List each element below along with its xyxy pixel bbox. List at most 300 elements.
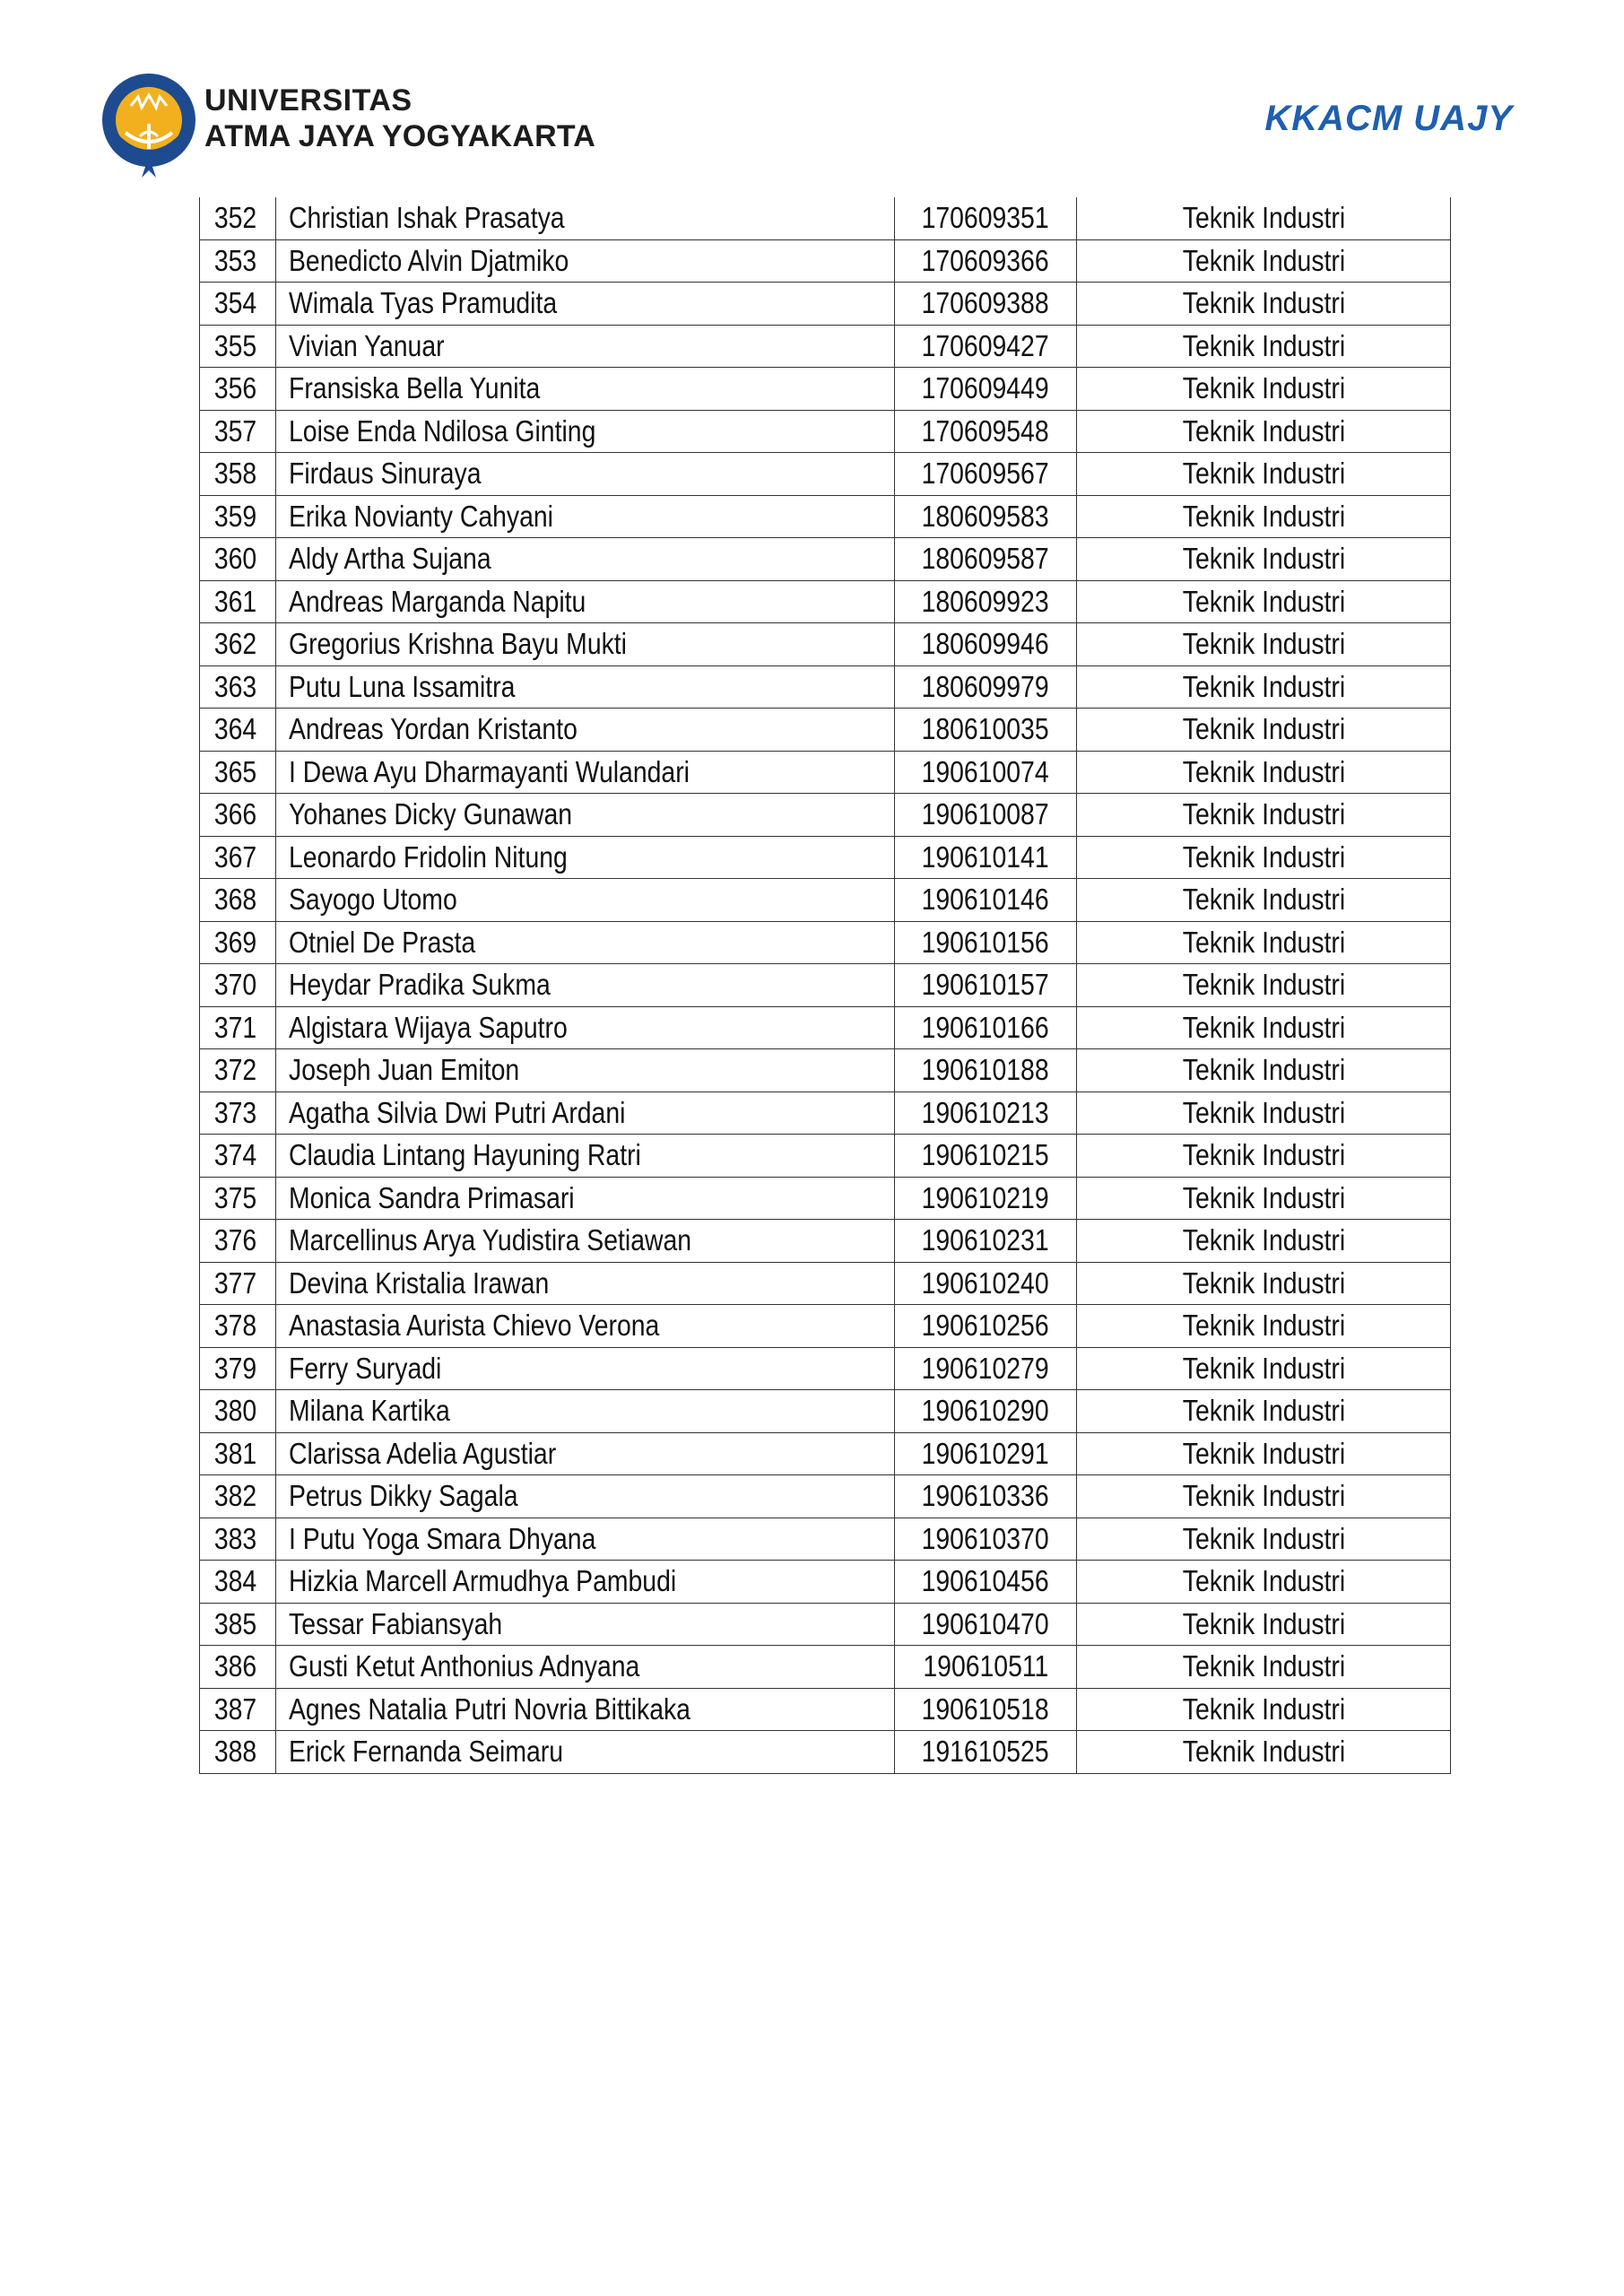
- student-name-cell: [276, 1390, 895, 1433]
- study-program-cell: [1077, 1603, 1451, 1646]
- row-number-cell-text: 376: [214, 1223, 257, 1257]
- study-program-cell: [1077, 283, 1451, 326]
- row-number-cell: [200, 1646, 276, 1689]
- study-program-cell: [1077, 964, 1451, 1007]
- student-name-cell: [276, 1561, 895, 1604]
- student-id-cell-text: 190610074: [921, 754, 1050, 788]
- row-number-cell-text: 357: [214, 413, 257, 448]
- student-id-cell: [895, 751, 1077, 794]
- student-name-cell-text: Petrus Dikky Sagala: [289, 1479, 518, 1513]
- row-number-cell-text: 374: [214, 1138, 257, 1172]
- row-number-cell: [200, 879, 276, 922]
- student-name-cell-text: Ferry Suryadi: [289, 1351, 442, 1385]
- table-row: [200, 1390, 1451, 1433]
- table-row: [200, 1603, 1451, 1646]
- table-row: [200, 495, 1451, 538]
- table-row: [200, 1177, 1451, 1220]
- study-program-cell: [1077, 1518, 1451, 1561]
- student-id-cell-text: 190610219: [921, 1180, 1050, 1214]
- student-name-cell-text: Gregorius Krishna Bayu Mukti: [289, 627, 627, 661]
- study-program-cell-text: Teknik Industri: [1182, 1265, 1345, 1300]
- student-id-cell: [895, 1305, 1077, 1348]
- student-name-cell-text: Agatha Silvia Dwi Putri Ardani: [289, 1095, 626, 1129]
- student-name-cell-text: Devina Kristalia Irawan: [289, 1265, 550, 1300]
- study-program-cell-text: Teknik Industri: [1182, 1053, 1345, 1087]
- table-row: [200, 1475, 1451, 1518]
- student-id-cell: [895, 1646, 1077, 1689]
- study-program-cell: [1077, 1049, 1451, 1092]
- row-number-cell: [200, 538, 276, 581]
- row-number-cell: [200, 1006, 276, 1049]
- student-id-cell: [895, 665, 1077, 709]
- student-name-cell: [276, 1049, 895, 1092]
- study-program-cell-text: Teknik Industri: [1182, 968, 1345, 1002]
- student-id-cell: [895, 283, 1077, 326]
- row-number-cell-text: 388: [214, 1735, 257, 1769]
- row-number-cell: [200, 964, 276, 1007]
- row-number-cell-text: 371: [214, 1010, 257, 1044]
- student-name-cell-text: Firdaus Sinuraya: [289, 457, 482, 491]
- row-number-cell-text: 378: [214, 1309, 257, 1343]
- student-name-cell: [276, 283, 895, 326]
- student-name-cell-text: Otniel De Prasta: [289, 925, 476, 959]
- row-number-cell-text: 366: [214, 797, 257, 831]
- study-program-cell: [1077, 453, 1451, 496]
- table-row: [200, 794, 1451, 837]
- student-table-container: [199, 197, 1450, 1774]
- student-name-cell-text: Erika Novianty Cahyani: [289, 499, 553, 533]
- student-id-cell-text: 180609923: [921, 584, 1050, 618]
- study-program-cell: [1077, 1646, 1451, 1689]
- student-name-cell: [276, 1475, 895, 1518]
- student-id-cell: [895, 239, 1077, 283]
- student-id-cell-text: 190610279: [921, 1351, 1050, 1385]
- table-row: [200, 709, 1451, 752]
- student-name-cell: [276, 836, 895, 879]
- student-id-cell: [895, 495, 1077, 538]
- student-id-cell-text: 180609946: [921, 627, 1050, 661]
- study-program-cell-text: Teknik Industri: [1182, 243, 1345, 277]
- row-number-cell: [200, 1135, 276, 1178]
- student-name-cell: [276, 879, 895, 922]
- table-row: [200, 1646, 1451, 1689]
- student-name-cell-text: Gusti Ketut Anthonius Adnyana: [289, 1649, 640, 1683]
- student-id-cell-text: 190610470: [921, 1606, 1050, 1640]
- row-number-cell: [200, 1347, 276, 1390]
- student-name-cell: [276, 921, 895, 964]
- student-id-cell-text: 190610213: [921, 1095, 1050, 1129]
- student-name-cell: [276, 709, 895, 752]
- row-number-cell: [200, 1731, 276, 1774]
- student-id-cell-text: 190610370: [921, 1521, 1050, 1555]
- study-program-cell: [1077, 538, 1451, 581]
- study-program-cell: [1077, 1220, 1451, 1263]
- table-row: [200, 410, 1451, 453]
- logo-emblem-icon: [99, 70, 199, 179]
- student-id-cell: [895, 1091, 1077, 1135]
- student-name-cell-text: Benedicto Alvin Djatmiko: [289, 243, 569, 277]
- table-row: [200, 239, 1451, 283]
- university-name-line2: ATMA JAYA YOGYAKARTA: [204, 119, 596, 154]
- table-row: [200, 1731, 1451, 1774]
- student-id-cell-text: 190610166: [921, 1010, 1050, 1044]
- row-number-cell: [200, 623, 276, 666]
- study-program-cell-text: Teknik Industri: [1182, 1479, 1345, 1513]
- row-number-cell-text: 369: [214, 925, 257, 959]
- row-number-cell: [200, 1688, 276, 1731]
- student-name-cell: [276, 325, 895, 368]
- study-program-cell-text: Teknik Industri: [1182, 669, 1345, 703]
- student-name-cell-text: Claudia Lintang Hayuning Ratri: [289, 1138, 641, 1172]
- student-table-body: [200, 197, 1451, 1773]
- table-row: [200, 1049, 1451, 1092]
- student-name-cell-text: Clarissa Adelia Agustiar: [289, 1436, 557, 1470]
- row-number-cell-text: 362: [214, 627, 257, 661]
- row-number-cell-text: 370: [214, 968, 257, 1002]
- table-row: [200, 836, 1451, 879]
- table-row: [200, 197, 1451, 239]
- student-id-cell-text: 190610511: [923, 1649, 1048, 1683]
- student-table: [199, 197, 1451, 1774]
- student-id-cell: [895, 1049, 1077, 1092]
- student-id-cell-text: 190610456: [921, 1564, 1050, 1598]
- study-program-cell-text: Teknik Industri: [1182, 1138, 1345, 1172]
- student-id-cell-text: 170609567: [921, 457, 1050, 491]
- student-id-cell: [895, 1518, 1077, 1561]
- table-row: [200, 1305, 1451, 1348]
- student-name-cell-text: Vivian Yanuar: [289, 328, 445, 362]
- table-row: [200, 325, 1451, 368]
- student-name-cell: [276, 751, 895, 794]
- table-row: [200, 580, 1451, 623]
- study-program-cell-text: Teknik Industri: [1182, 797, 1345, 831]
- study-program-cell-text: Teknik Industri: [1182, 413, 1345, 448]
- study-program-cell-text: Teknik Industri: [1182, 286, 1345, 320]
- study-program-cell: [1077, 836, 1451, 879]
- study-program-cell-text: Teknik Industri: [1182, 1692, 1345, 1726]
- row-number-cell-text: 385: [214, 1606, 257, 1640]
- row-number-cell-text: 358: [214, 457, 257, 491]
- student-name-cell: [276, 1135, 895, 1178]
- row-number-cell: [200, 580, 276, 623]
- university-name-line1: UNIVERSITAS: [204, 83, 413, 117]
- student-id-cell-text: 180609583: [921, 499, 1050, 533]
- student-id-cell: [895, 197, 1077, 239]
- row-number-cell-text: 361: [214, 584, 257, 618]
- student-name-cell-text: Andreas Yordan Kristanto: [289, 712, 578, 746]
- row-number-cell: [200, 1049, 276, 1092]
- study-program-cell: [1077, 1135, 1451, 1178]
- student-id-cell: [895, 410, 1077, 453]
- table-row: [200, 1262, 1451, 1305]
- study-program-cell: [1077, 1006, 1451, 1049]
- student-name-cell-text: Milana Kartika: [289, 1394, 450, 1428]
- student-id-cell-text: 190610215: [921, 1138, 1050, 1172]
- row-number-cell: [200, 921, 276, 964]
- study-program-cell: [1077, 1347, 1451, 1390]
- row-number-cell: [200, 453, 276, 496]
- table-row: [200, 1688, 1451, 1731]
- student-id-cell: [895, 1177, 1077, 1220]
- student-id-cell: [895, 1688, 1077, 1731]
- student-id-cell: [895, 709, 1077, 752]
- student-name-cell-text: Wimala Tyas Pramudita: [289, 286, 558, 320]
- student-name-cell-text: Tessar Fabiansyah: [289, 1606, 503, 1640]
- row-number-cell-text: 380: [214, 1394, 257, 1428]
- study-program-cell: [1077, 1091, 1451, 1135]
- student-id-cell: [895, 794, 1077, 837]
- table-row: [200, 453, 1451, 496]
- student-name-cell-text: Yohanes Dicky Gunawan: [289, 797, 573, 831]
- student-name-cell: [276, 1688, 895, 1731]
- student-name-cell: [276, 239, 895, 283]
- student-id-cell: [895, 1432, 1077, 1475]
- study-program-cell-text: Teknik Industri: [1182, 754, 1345, 788]
- student-name-cell-text: Aldy Artha Sujana: [289, 542, 491, 576]
- study-program-cell-text: Teknik Industri: [1182, 201, 1345, 235]
- student-id-cell: [895, 325, 1077, 368]
- study-program-cell: [1077, 1262, 1451, 1305]
- student-id-cell: [895, 879, 1077, 922]
- row-number-cell-text: 363: [214, 669, 257, 703]
- row-number-cell-text: 359: [214, 499, 257, 533]
- student-id-cell-text: 170609548: [921, 413, 1050, 448]
- row-number-cell-text: 354: [214, 286, 257, 320]
- student-name-cell-text: Sayogo Utomo: [289, 883, 457, 917]
- student-id-cell-text: 180609587: [921, 542, 1050, 576]
- student-id-cell: [895, 580, 1077, 623]
- table-row: [200, 921, 1451, 964]
- student-name-cell-text: Anastasia Aurista Chievo Verona: [289, 1309, 660, 1343]
- student-id-cell: [895, 836, 1077, 879]
- student-name-cell: [276, 964, 895, 1007]
- student-id-cell-text: 190610231: [921, 1223, 1050, 1257]
- row-number-cell-text: 356: [214, 371, 257, 405]
- study-program-cell-text: Teknik Industri: [1182, 925, 1345, 959]
- study-program-cell: [1077, 1688, 1451, 1731]
- student-name-cell: [276, 538, 895, 581]
- row-number-cell-text: 364: [214, 712, 257, 746]
- study-program-cell: [1077, 709, 1451, 752]
- row-number-cell-text: 379: [214, 1351, 257, 1385]
- student-name-cell: [276, 1603, 895, 1646]
- table-row: [200, 1518, 1451, 1561]
- study-program-cell-text: Teknik Industri: [1182, 1309, 1345, 1343]
- study-program-cell: [1077, 410, 1451, 453]
- row-number-cell-text: 373: [214, 1095, 257, 1129]
- table-row: [200, 1432, 1451, 1475]
- row-number-cell-text: 381: [214, 1436, 257, 1470]
- student-name-cell-text: Algistara Wijaya Saputro: [289, 1010, 568, 1044]
- student-name-cell: [276, 1091, 895, 1135]
- table-row: [200, 665, 1451, 709]
- row-number-cell: [200, 368, 276, 411]
- study-program-cell: [1077, 921, 1451, 964]
- study-program-cell-text: Teknik Industri: [1182, 1351, 1345, 1385]
- student-name-cell-text: Marcellinus Arya Yudistira Setiawan: [289, 1223, 692, 1257]
- table-row: [200, 879, 1451, 922]
- student-id-cell-text: 170609351: [921, 201, 1050, 235]
- student-name-cell: [276, 1432, 895, 1475]
- row-number-cell: [200, 325, 276, 368]
- study-program-cell-text: Teknik Industri: [1182, 1649, 1345, 1683]
- student-id-cell: [895, 1220, 1077, 1263]
- row-number-cell: [200, 197, 276, 239]
- study-program-cell: [1077, 665, 1451, 709]
- student-id-cell-text: 170609388: [921, 286, 1050, 320]
- study-program-cell-text: Teknik Industri: [1182, 1564, 1345, 1598]
- row-number-cell: [200, 1475, 276, 1518]
- table-row: [200, 964, 1451, 1007]
- student-name-cell: [276, 410, 895, 453]
- study-program-cell: [1077, 325, 1451, 368]
- study-program-cell-text: Teknik Industri: [1182, 1394, 1345, 1428]
- table-row: [200, 368, 1451, 411]
- student-id-cell: [895, 964, 1077, 1007]
- study-program-cell: [1077, 580, 1451, 623]
- student-id-cell-text: 190610157: [921, 968, 1050, 1002]
- study-program-cell-text: Teknik Industri: [1182, 1095, 1345, 1129]
- row-number-cell-text: 382: [214, 1479, 257, 1513]
- row-number-cell: [200, 1561, 276, 1604]
- study-program-cell: [1077, 751, 1451, 794]
- student-id-cell: [895, 1262, 1077, 1305]
- study-program-cell-text: Teknik Industri: [1182, 1223, 1345, 1257]
- row-number-cell: [200, 283, 276, 326]
- study-program-cell-text: Teknik Industri: [1182, 1521, 1345, 1555]
- student-id-cell-text: 190610141: [921, 839, 1050, 874]
- student-id-cell-text: 190610291: [921, 1436, 1050, 1470]
- row-number-cell-text: 365: [214, 754, 257, 788]
- student-name-cell: [276, 1177, 895, 1220]
- row-number-cell: [200, 836, 276, 879]
- university-name: [204, 83, 595, 154]
- student-name-cell: [276, 1220, 895, 1263]
- student-id-cell-text: 190610336: [921, 1479, 1050, 1513]
- study-program-cell-text: Teknik Industri: [1182, 839, 1345, 874]
- student-name-cell-text: Joseph Juan Emiton: [289, 1053, 520, 1087]
- student-id-cell: [895, 1006, 1077, 1049]
- row-number-cell: [200, 1603, 276, 1646]
- student-id-cell: [895, 1390, 1077, 1433]
- table-row: [200, 538, 1451, 581]
- table-row: [200, 1091, 1451, 1135]
- table-row: [200, 1561, 1451, 1604]
- student-name-cell-text: Christian Ishak Prasatya: [289, 201, 565, 235]
- study-program-cell-text: Teknik Industri: [1182, 1735, 1345, 1769]
- row-number-cell: [200, 495, 276, 538]
- study-program-cell-text: Teknik Industri: [1182, 1436, 1345, 1470]
- student-name-cell: [276, 1347, 895, 1390]
- row-number-cell-text: 387: [214, 1692, 257, 1726]
- study-program-cell-text: Teknik Industri: [1182, 1180, 1345, 1214]
- table-row: [200, 751, 1451, 794]
- table-row: [200, 623, 1451, 666]
- row-number-cell: [200, 1305, 276, 1348]
- student-name-cell-text: Erick Fernanda Seimaru: [289, 1735, 564, 1769]
- study-program-cell: [1077, 1432, 1451, 1475]
- student-id-cell: [895, 1603, 1077, 1646]
- student-name-cell-text: Agnes Natalia Putri Novria Bittikaka: [289, 1692, 690, 1726]
- student-id-cell-text: 190610518: [921, 1692, 1050, 1726]
- study-program-cell-text: Teknik Industri: [1182, 712, 1345, 746]
- student-id-cell-text: 190610087: [921, 797, 1050, 831]
- student-name-cell: [276, 197, 895, 239]
- student-name-cell-text: Heydar Pradika Sukma: [289, 968, 551, 1002]
- student-name-cell-text: Loise Enda Ndilosa Ginting: [289, 413, 596, 448]
- student-name-cell-text: Fransiska Bella Yunita: [289, 371, 541, 405]
- student-id-cell-text: 180609979: [921, 669, 1050, 703]
- row-number-cell: [200, 1262, 276, 1305]
- row-number-cell: [200, 239, 276, 283]
- row-number-cell: [200, 794, 276, 837]
- study-program-cell-text: Teknik Industri: [1182, 371, 1345, 405]
- student-name-cell: [276, 1518, 895, 1561]
- study-program-cell: [1077, 1731, 1451, 1774]
- row-number-cell-text: 383: [214, 1521, 257, 1555]
- student-name-cell: [276, 1646, 895, 1689]
- table-row: [200, 1347, 1451, 1390]
- row-number-cell-text: 360: [214, 542, 257, 576]
- study-program-cell: [1077, 368, 1451, 411]
- student-name-cell: [276, 1731, 895, 1774]
- row-number-cell-text: 352: [214, 201, 257, 235]
- study-program-cell: [1077, 1390, 1451, 1433]
- student-id-cell: [895, 538, 1077, 581]
- row-number-cell-text: 368: [214, 883, 257, 917]
- student-name-cell: [276, 1305, 895, 1348]
- study-program-cell: [1077, 239, 1451, 283]
- student-id-cell-text: 170609366: [921, 243, 1050, 277]
- student-name-cell: [276, 665, 895, 709]
- study-program-cell: [1077, 1561, 1451, 1604]
- row-number-cell-text: 367: [214, 839, 257, 874]
- student-name-cell: [276, 495, 895, 538]
- table-row: [200, 1135, 1451, 1178]
- table-row: [200, 283, 1451, 326]
- student-name-cell-text: Monica Sandra Primasari: [289, 1180, 575, 1214]
- student-name-cell: [276, 580, 895, 623]
- student-name-cell-text: I Putu Yoga Smara Dhyana: [289, 1521, 596, 1555]
- student-id-cell-text: 190610146: [921, 883, 1050, 917]
- study-program-cell-text: Teknik Industri: [1182, 883, 1345, 917]
- student-id-cell-text: 180610035: [921, 712, 1050, 746]
- student-id-cell: [895, 1475, 1077, 1518]
- row-number-cell-text: 377: [214, 1265, 257, 1300]
- study-program-cell-text: Teknik Industri: [1182, 542, 1345, 576]
- student-name-cell: [276, 453, 895, 496]
- study-program-cell: [1077, 1305, 1451, 1348]
- table-row: [200, 1006, 1451, 1049]
- student-name-cell-text: Andreas Marganda Napitu: [289, 584, 586, 618]
- study-program-cell-text: Teknik Industri: [1182, 1606, 1345, 1640]
- study-program-cell: [1077, 879, 1451, 922]
- table-row: [200, 1220, 1451, 1263]
- row-number-cell: [200, 665, 276, 709]
- student-id-cell: [895, 623, 1077, 666]
- study-program-cell-text: Teknik Industri: [1182, 584, 1345, 618]
- student-id-cell: [895, 1561, 1077, 1604]
- brand-title: KKACM UAJY: [1264, 99, 1513, 138]
- row-number-cell: [200, 1518, 276, 1561]
- student-name-cell: [276, 623, 895, 666]
- student-id-cell: [895, 1347, 1077, 1390]
- student-id-cell: [895, 1731, 1077, 1774]
- row-number-cell: [200, 1432, 276, 1475]
- student-id-cell-text: 190610156: [921, 925, 1050, 959]
- student-id-cell-text: 191610525: [921, 1735, 1050, 1769]
- row-number-cell-text: 372: [214, 1053, 257, 1087]
